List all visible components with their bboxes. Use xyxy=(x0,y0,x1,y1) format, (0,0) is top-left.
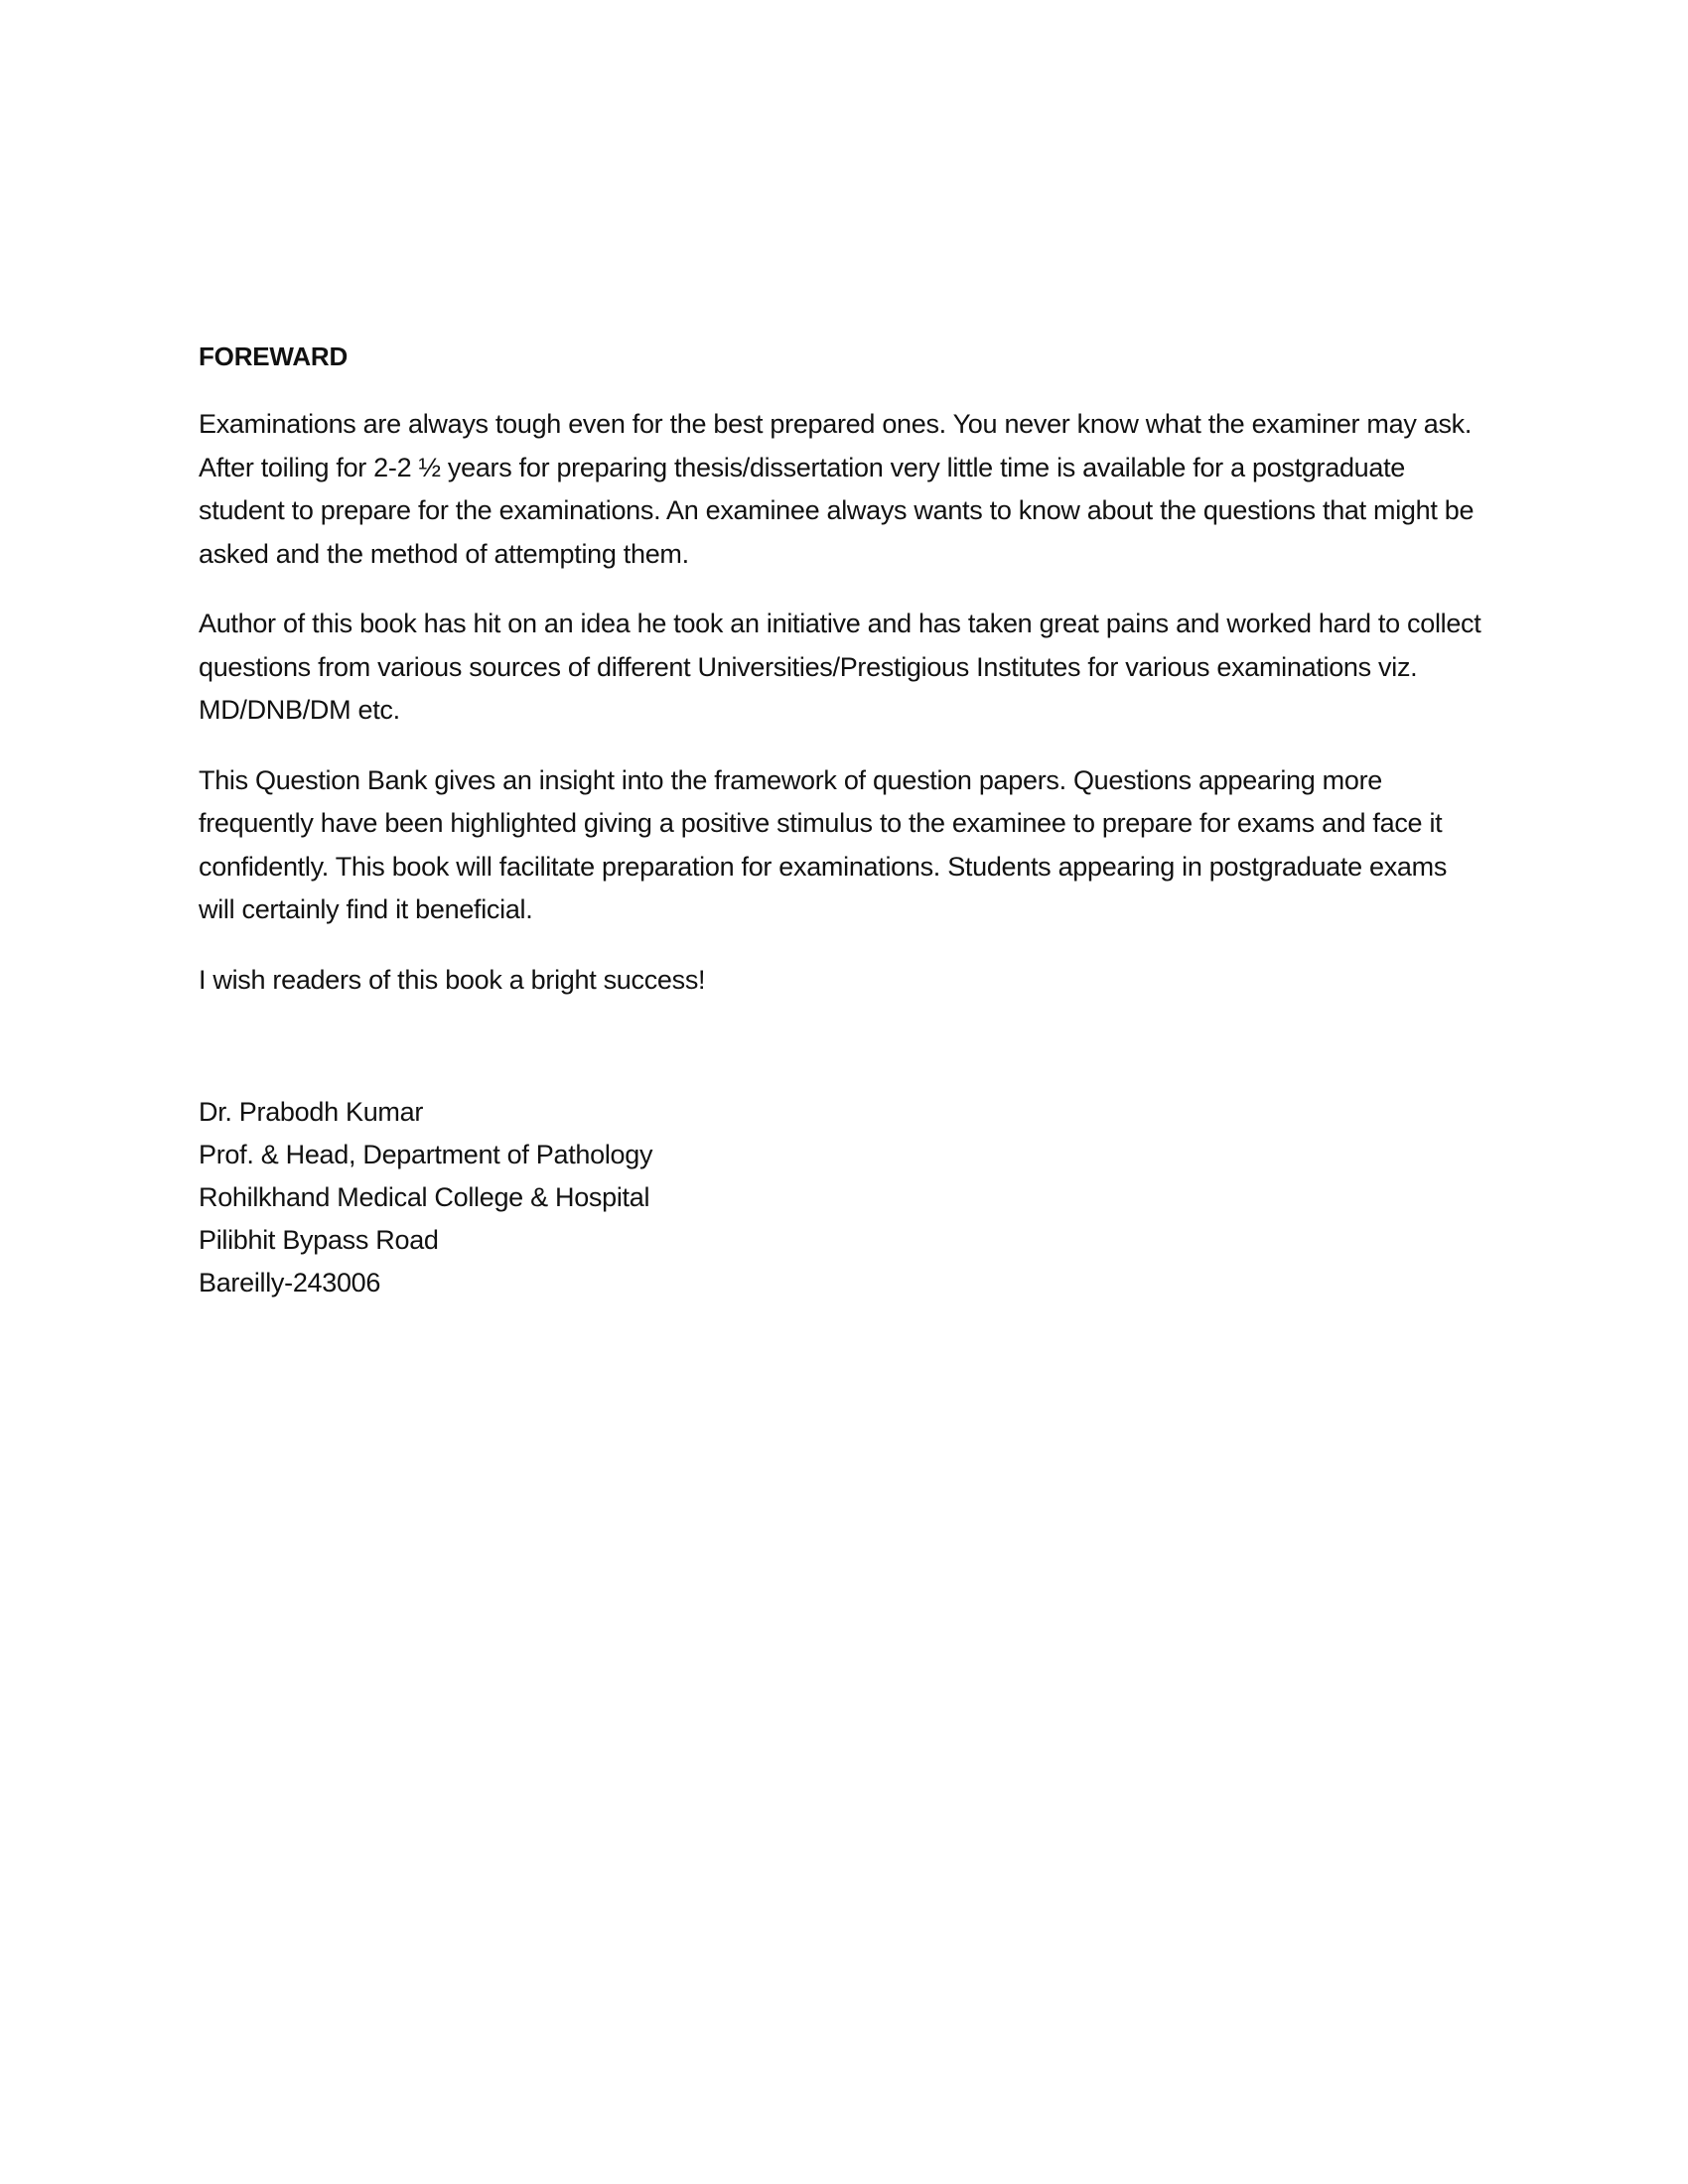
signature-block xyxy=(199,1091,1192,1304)
signatory-name: Dr. Prabodh Kumar xyxy=(199,1097,424,1127)
page-title: FOREWARD xyxy=(199,341,349,371)
paragraph-question-bank: This Question Bank gives an insight into the framework of question papers. Questions appearing more frequently have been highlighted giving a positive stimulus to the examinee to prepare for exams and face it confidently. This book will facilitate preparation for examinations. Students appearing in postgraduate exams will certainly find it beneficial. xyxy=(199,764,1448,924)
signatory-institution: Rohilkhand Medical College & Hospital xyxy=(199,1182,650,1212)
signatory-address: Pilibhit Bypass Road xyxy=(199,1225,439,1255)
signatory-title: Prof. & Head, Department of Pathology xyxy=(199,1140,653,1169)
foreword-body xyxy=(199,338,1489,1002)
paragraph-wish: I wish readers of this book a bright success! xyxy=(199,964,706,995)
paragraph-examinations: Examinations are always tough even for the best prepared ones. You never know what the examiner may ask. After toiling for 2-2 ½ years for preparing thesis/dissertation very little time is available for a postgraduate student to prepare for the examinations. An examinee always wants to know about the questions that might be asked and the method of attempting them. xyxy=(199,409,1475,569)
paragraph-author: Author of this book has hit on an idea he took an initiative and has taken great pains and worked hard to collect questions from various sources of different Universities/Prestigious Institutes for various examinations viz. MD/DNB/DM etc. xyxy=(199,609,1481,725)
signatory-city: Bareilly-243006 xyxy=(199,1268,381,1297)
